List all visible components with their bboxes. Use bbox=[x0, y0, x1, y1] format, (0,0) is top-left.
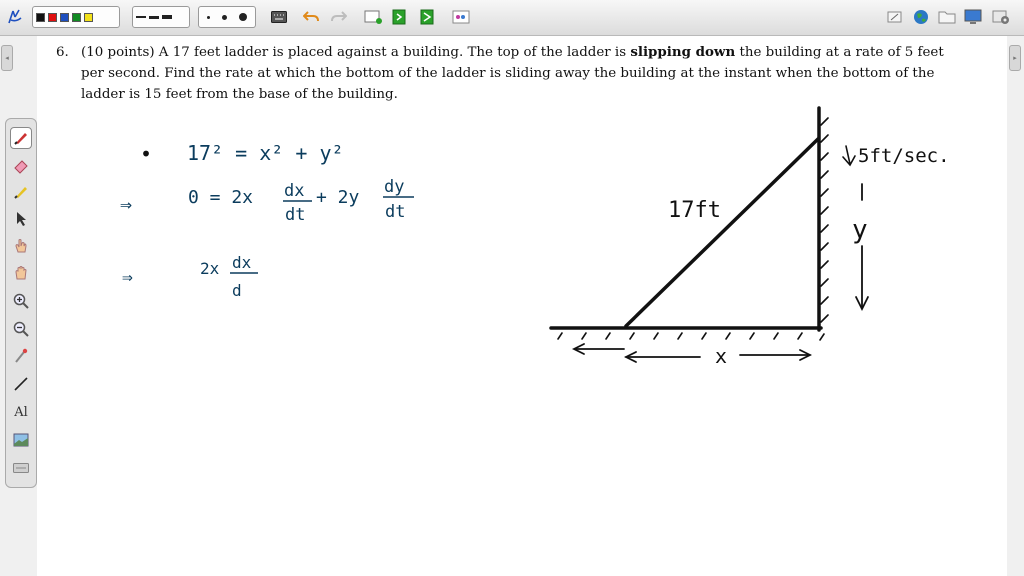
eq2-frac-dt-denominator-2: dt bbox=[385, 202, 406, 222]
equation-1: 17² = x² + y² bbox=[187, 141, 344, 165]
eq3-frac-denominator: d bbox=[232, 281, 242, 300]
tool-palette bbox=[5, 118, 37, 488]
eq2-frac-dt-denominator-1: dt bbox=[285, 205, 306, 225]
problem-text-part-1: (10 points) A 17 feet ladder is placed against a building. The top of the ladder is bbox=[81, 45, 631, 60]
ground-hatching bbox=[558, 333, 824, 340]
pan-hand-tool[interactable] bbox=[10, 262, 32, 284]
keyboard-input-tool[interactable] bbox=[10, 457, 32, 479]
ladder-length-label: 17ft bbox=[668, 198, 721, 223]
laser-pointer-tool[interactable] bbox=[10, 345, 32, 367]
equation-2-middle: + 2y bbox=[316, 187, 360, 208]
equation-2-lhs: 0 = 2x bbox=[188, 187, 254, 208]
ladder-line bbox=[626, 139, 818, 326]
zoom-out-icon[interactable] bbox=[10, 318, 32, 340]
problem-text-bold: slipping down bbox=[630, 44, 736, 60]
equation-3-lhs: 2x bbox=[200, 259, 220, 278]
text-tool-label: Al bbox=[14, 404, 28, 420]
pen-tool[interactable] bbox=[10, 127, 32, 149]
eq2-frac-dy-numerator: dy bbox=[384, 177, 405, 197]
left-panel-collapse-button[interactable]: ◂ bbox=[1, 45, 13, 71]
text-tool[interactable] bbox=[10, 401, 32, 423]
image-tool[interactable] bbox=[10, 429, 32, 451]
rate-down-arrow bbox=[843, 146, 855, 165]
eraser-tool[interactable] bbox=[10, 155, 32, 177]
implies-symbol-1: ⇒ bbox=[120, 192, 133, 216]
eq3-frac-numerator: dx bbox=[232, 253, 252, 272]
rate-label: 5ft/sec. bbox=[858, 145, 950, 167]
problem-number: 6. bbox=[56, 45, 69, 60]
implies-symbol-2: ⇒ bbox=[122, 267, 133, 288]
problem-text-part-2: the building at a rate of 5 feet per second. Find the rate at which the bottom of the ladder is sliding away the building at the instant when the bottom of the ladder is 15 feet from the base of the building. bbox=[81, 45, 944, 102]
highlighter-tool[interactable] bbox=[10, 181, 32, 203]
line-tool[interactable] bbox=[10, 373, 32, 395]
wall-hatching bbox=[821, 118, 828, 322]
ladder-diagram bbox=[551, 108, 868, 362]
zoom-in-icon[interactable] bbox=[10, 290, 32, 312]
pointer-hand-tool[interactable] bbox=[10, 235, 32, 257]
eq2-frac-dx-numerator: dx bbox=[284, 181, 305, 201]
x-label: x bbox=[715, 344, 728, 368]
select-arrow-tool[interactable] bbox=[10, 208, 32, 230]
bullet-mark: • bbox=[140, 142, 153, 166]
y-label: y bbox=[852, 215, 868, 245]
right-panel-collapse-button[interactable]: ▸ bbox=[1009, 45, 1021, 71]
